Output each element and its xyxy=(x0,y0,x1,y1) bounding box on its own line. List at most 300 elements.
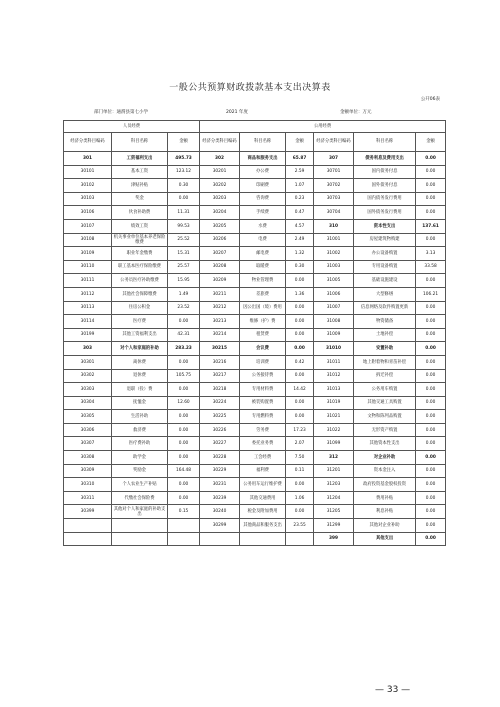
cell-code: 31022 xyxy=(314,423,354,437)
cell-name: 印刷费 xyxy=(240,179,286,193)
cell-code: 31010 xyxy=(314,342,354,356)
cell-name: 政府投资基金股权投资 xyxy=(354,478,416,492)
cell-amount: 0.00 xyxy=(168,383,200,397)
cell-code: 30226 xyxy=(200,423,240,437)
cell-amount: 0.00 xyxy=(416,206,446,220)
cell-name: 生活补助 xyxy=(112,410,168,424)
cell-amount: 283.23 xyxy=(168,342,200,356)
cell-name: 费用补贴 xyxy=(354,491,416,505)
cell-code: 30302 xyxy=(64,369,112,383)
cell-amount xyxy=(286,532,314,546)
cell-code: 30309 xyxy=(64,464,112,478)
table-id: 公开06表 xyxy=(420,97,440,102)
cell-code: 30107 xyxy=(64,219,112,233)
cell-code: 31021 xyxy=(314,410,354,424)
cell-code: 30311 xyxy=(64,491,112,505)
cell-code: 30306 xyxy=(64,423,112,437)
cell-name: 无形资产购置 xyxy=(354,423,416,437)
cell-amount: 0.00 xyxy=(416,410,446,424)
cell-code: 31011 xyxy=(314,355,354,369)
cell-code: 30305 xyxy=(64,410,112,424)
table-row xyxy=(64,423,446,437)
cell-name: 维修（护）费 xyxy=(240,315,286,329)
cell-code: 30208 xyxy=(200,260,240,274)
cell-amount: 23.55 xyxy=(286,519,314,533)
cell-amount: 0.00 xyxy=(416,355,446,369)
cell-amount: 0.00 xyxy=(168,192,200,206)
cell-name: 国内债务付息 xyxy=(354,165,416,179)
cell-amount: 0.00 xyxy=(416,165,446,179)
cell-name: 大型修缮 xyxy=(354,287,416,301)
table-row xyxy=(64,165,446,179)
table-row xyxy=(64,219,446,233)
cell-amount: 0.30 xyxy=(168,179,200,193)
table-row xyxy=(64,410,446,424)
table-row xyxy=(64,287,446,301)
cell-amount: 1.49 xyxy=(168,287,200,301)
cell-code: 30106 xyxy=(64,206,112,220)
page-title: 一般公共预算财政拨款基本支出决算表 xyxy=(169,83,331,93)
cell-name: 办公设备购置 xyxy=(354,247,416,261)
cell-amount: 0.23 xyxy=(286,192,314,206)
cell-code: 30108 xyxy=(64,233,112,247)
cell-amount: 14.42 xyxy=(286,383,314,397)
cell-code: 30114 xyxy=(64,315,112,329)
cell-name: 手续费 xyxy=(240,206,286,220)
cell-code: 31002 xyxy=(314,247,354,261)
table-row xyxy=(64,315,446,329)
cell-code: 30109 xyxy=(64,247,112,261)
cell-amount: 0.00 xyxy=(286,342,314,356)
col-code: 经济分类科目编码 xyxy=(314,133,354,152)
table-row xyxy=(64,437,446,451)
cell-name: 对企业补助 xyxy=(354,451,416,465)
table-row xyxy=(64,505,446,519)
col-amount: 金额 xyxy=(168,133,200,152)
cell-name: 文物和陈列品购置 xyxy=(354,410,416,424)
cell-name xyxy=(112,532,168,546)
cell-name: 其他对个人和家庭的补助支出 xyxy=(112,505,168,519)
cell-code: 30206 xyxy=(200,233,240,247)
cell-code: 30308 xyxy=(64,451,112,465)
cell-code: 30310 xyxy=(64,478,112,492)
cell-code: 31203 xyxy=(314,478,354,492)
cell-name: 基本工资 xyxy=(112,165,168,179)
cell-code: 31007 xyxy=(314,301,354,315)
cell-name: 商品和服务支出 xyxy=(240,152,286,166)
cell-code: 30227 xyxy=(200,437,240,451)
cell-amount: 0.00 xyxy=(416,315,446,329)
cell-name xyxy=(112,519,168,533)
cell-amount: 0.00 xyxy=(416,179,446,193)
cell-amount: 0.00 xyxy=(416,328,446,342)
cell-amount: 0.00 xyxy=(286,410,314,424)
cell-name: 国内债务发行费用 xyxy=(354,192,416,206)
cell-name: 资本性支出 xyxy=(354,219,416,233)
cell-amount: 99.53 xyxy=(168,219,200,233)
table-row xyxy=(64,260,446,274)
amount-unit-label: 金额单位：万元 xyxy=(340,110,372,115)
cell-amount: 0.00 xyxy=(416,192,446,206)
cell-name: 拆迁补偿 xyxy=(354,369,416,383)
cell-amount: 0.00 xyxy=(286,396,314,410)
cell-name: 咨询费 xyxy=(240,192,286,206)
cell-amount: 0.00 xyxy=(416,451,446,465)
table-row xyxy=(64,152,446,166)
cell-amount: 0.11 xyxy=(286,464,314,478)
cell-name: 电费 xyxy=(240,233,286,247)
cell-code: 31204 xyxy=(314,491,354,505)
cell-amount: 164.48 xyxy=(168,464,200,478)
cell-amount: 1.06 xyxy=(286,491,314,505)
cell-amount: 25.57 xyxy=(168,260,200,274)
cell-amount: 0.00 xyxy=(286,328,314,342)
cell-amount: 0.15 xyxy=(168,505,200,519)
cell-name: 地上附着物和青苗补偿 xyxy=(354,355,416,369)
col-amount: 金额 xyxy=(416,133,446,152)
cell-amount: 0.00 xyxy=(416,396,446,410)
table-row xyxy=(64,464,446,478)
cell-code: 30218 xyxy=(200,383,240,397)
col-name: 科目名称 xyxy=(240,133,286,152)
cell-code: 30101 xyxy=(64,165,112,179)
cell-code: 301 xyxy=(64,152,112,166)
cell-amount: 0.00 xyxy=(416,369,446,383)
cell-name: 物业管理费 xyxy=(240,274,286,288)
cell-name: 信息网络及软件购置更新 xyxy=(354,301,416,315)
cell-amount: 0.00 xyxy=(416,423,446,437)
cell-code: 30701 xyxy=(314,165,354,179)
cell-code: 30110 xyxy=(64,260,112,274)
table-row xyxy=(64,274,446,288)
cell-code xyxy=(64,532,112,546)
cell-amount: 4.57 xyxy=(286,219,314,233)
cell-code: 31299 xyxy=(314,519,354,533)
cell-amount: 3.13 xyxy=(416,247,446,261)
expenditure-table xyxy=(63,120,446,546)
cell-code: 30704 xyxy=(314,206,354,220)
table-row xyxy=(64,491,446,505)
column-header-row xyxy=(64,133,446,152)
cell-code: 30229 xyxy=(200,464,240,478)
cell-name: 津贴补贴 xyxy=(112,179,168,193)
cell-code: 30217 xyxy=(200,369,240,383)
table-row xyxy=(64,396,446,410)
cell-code: 30299 xyxy=(200,519,240,533)
cell-code: 31009 xyxy=(314,328,354,342)
cell-code: 30202 xyxy=(200,179,240,193)
cell-code: 30199 xyxy=(64,328,112,342)
cell-name: 个人农业生产补贴 xyxy=(112,478,168,492)
cell-name: 水费 xyxy=(240,219,286,233)
cell-code: 30213 xyxy=(200,315,240,329)
cell-name: 救济费 xyxy=(112,423,168,437)
cell-name: 职工基本医疗保险缴费 xyxy=(112,260,168,274)
cell-amount: 0.00 xyxy=(416,233,446,247)
table-row xyxy=(64,179,446,193)
cell-code: 399 xyxy=(314,532,354,546)
cell-code: 30103 xyxy=(64,192,112,206)
cell-code: 303 xyxy=(64,342,112,356)
cell-amount: 23.52 xyxy=(168,301,200,315)
cell-amount: 137.61 xyxy=(416,219,446,233)
cell-name: 对个人和家庭的补助 xyxy=(112,342,168,356)
cell-name: 其他资本性支出 xyxy=(354,437,416,451)
cell-code: 30224 xyxy=(200,396,240,410)
col-name: 科目名称 xyxy=(354,133,416,152)
table-row xyxy=(64,519,446,533)
cell-amount: 11.31 xyxy=(168,206,200,220)
cell-amount: 0.00 xyxy=(416,478,446,492)
cell-amount: 0.00 xyxy=(416,383,446,397)
cell-amount: 0.30 xyxy=(286,260,314,274)
cell-code: 30304 xyxy=(64,396,112,410)
cell-code: 30225 xyxy=(200,410,240,424)
cell-code: 30204 xyxy=(200,206,240,220)
group-public: 公用经费 xyxy=(200,121,446,133)
cell-code: 31201 xyxy=(314,464,354,478)
cell-code: 30307 xyxy=(64,437,112,451)
cell-name: 物资储备 xyxy=(354,315,416,329)
cell-code: 31001 xyxy=(314,233,354,247)
cell-code: 30702 xyxy=(314,179,354,193)
cell-name: 邮电费 xyxy=(240,247,286,261)
cell-amount: 7.50 xyxy=(286,451,314,465)
cell-name: 抚恤金 xyxy=(112,396,168,410)
cell-amount: 0.00 xyxy=(168,478,200,492)
col-code: 经济分类科目编码 xyxy=(200,133,240,152)
cell-amount: 0.00 xyxy=(286,315,314,329)
cell-amount: 0.00 xyxy=(168,491,200,505)
cell-code: 30112 xyxy=(64,287,112,301)
cell-code: 310 xyxy=(314,219,354,233)
cell-amount: 0.00 xyxy=(416,301,446,315)
table-row xyxy=(64,369,446,383)
cell-name: 公务用车购置 xyxy=(354,383,416,397)
cell-amount: 0.00 xyxy=(286,505,314,519)
table-row xyxy=(64,328,446,342)
cell-name: 利息补贴 xyxy=(354,505,416,519)
cell-code: 30214 xyxy=(200,328,240,342)
cell-name: 税金及附加费用 xyxy=(240,505,286,519)
table-row xyxy=(64,355,446,369)
cell-name: 代缴社会保险费 xyxy=(112,491,168,505)
cell-code: 31008 xyxy=(314,315,354,329)
cell-code: 31205 xyxy=(314,505,354,519)
cell-amount: 65.87 xyxy=(286,152,314,166)
cell-code: 31005 xyxy=(314,274,354,288)
page-number: — 33 — xyxy=(375,685,411,695)
table-row xyxy=(64,383,446,397)
group-header-row xyxy=(64,121,446,133)
cell-code: 31006 xyxy=(314,287,354,301)
cell-name: 奖励金 xyxy=(112,464,168,478)
cell-amount xyxy=(168,519,200,533)
cell-amount: 0.00 xyxy=(168,410,200,424)
cell-amount: 0.00 xyxy=(286,301,314,315)
cell-code: 31013 xyxy=(314,383,354,397)
cell-name: 其他交通费用 xyxy=(240,491,286,505)
cell-name: 其他对企业补助 xyxy=(354,519,416,533)
cell-amount: 0.00 xyxy=(416,491,446,505)
cell-code: 30228 xyxy=(200,451,240,465)
cell-amount: 0.00 xyxy=(168,355,200,369)
cell-amount: 17.23 xyxy=(286,423,314,437)
cell-name: 工资福利支出 xyxy=(112,152,168,166)
cell-code: 30207 xyxy=(200,247,240,261)
col-amount: 金额 xyxy=(286,133,314,152)
cell-amount: 0.00 xyxy=(416,464,446,478)
cell-name: 取暖费 xyxy=(240,260,286,274)
cell-code: 30231 xyxy=(200,478,240,492)
cell-amount: 0.00 xyxy=(416,532,446,546)
cell-name: 因公出国（境）费用 xyxy=(240,301,286,315)
cell-code: 31003 xyxy=(314,260,354,274)
cell-name: 债务利息及费用支出 xyxy=(354,152,416,166)
cell-amount xyxy=(168,532,200,546)
cell-amount: 42.31 xyxy=(168,328,200,342)
cell-amount: 0.00 xyxy=(286,478,314,492)
cell-code: 31012 xyxy=(314,369,354,383)
cell-amount: 33.58 xyxy=(416,260,446,274)
cell-name: 专用设备购置 xyxy=(354,260,416,274)
cell-name: 医疗费补助 xyxy=(112,437,168,451)
cell-amount: 1.32 xyxy=(286,247,314,261)
cell-name: 伙食补助费 xyxy=(112,206,168,220)
cell-name: 机关事业单位基本养老保险缴费 xyxy=(112,233,168,247)
cell-name: 福利费 xyxy=(240,464,286,478)
cell-name: 资本金注入 xyxy=(354,464,416,478)
cell-amount: 0.42 xyxy=(286,355,314,369)
cell-amount: 0.00 xyxy=(416,274,446,288)
cell-name: 绩效工资 xyxy=(112,219,168,233)
cell-code: 307 xyxy=(314,152,354,166)
cell-name xyxy=(240,532,286,546)
cell-amount: 0.00 xyxy=(286,369,314,383)
cell-code: 30215 xyxy=(200,342,240,356)
cell-amount: 12.60 xyxy=(168,396,200,410)
cell-code: 30303 xyxy=(64,383,112,397)
cell-name: 安置补助 xyxy=(354,342,416,356)
cell-name: 劳务费 xyxy=(240,423,286,437)
cell-code xyxy=(64,519,112,533)
cell-name: 国外债务发行费用 xyxy=(354,206,416,220)
cell-amount: 0.00 xyxy=(416,152,446,166)
cell-amount: 1.07 xyxy=(286,179,314,193)
cell-amount: 495.73 xyxy=(168,152,200,166)
cell-name: 基础设施建设 xyxy=(354,274,416,288)
cell-amount: 25.52 xyxy=(168,233,200,247)
cell-amount: 0.00 xyxy=(416,505,446,519)
cell-code: 30211 xyxy=(200,287,240,301)
cell-amount: 0.00 xyxy=(168,315,200,329)
cell-code: 30301 xyxy=(64,355,112,369)
cell-name: 离休费 xyxy=(112,355,168,369)
cell-code: 30203 xyxy=(200,192,240,206)
cell-amount: 15.31 xyxy=(168,247,200,261)
cell-name: 专用燃料费 xyxy=(240,410,286,424)
cell-amount: 0.00 xyxy=(168,451,200,465)
cell-name: 国外债务付息 xyxy=(354,179,416,193)
col-code: 经济分类科目编码 xyxy=(64,133,112,152)
cell-name: 其他工资福利支出 xyxy=(112,328,168,342)
cell-name: 公务员医疗补助缴费 xyxy=(112,274,168,288)
cell-code: 30205 xyxy=(200,219,240,233)
cell-code: 30209 xyxy=(200,274,240,288)
cell-code: 30102 xyxy=(64,179,112,193)
cell-code: 30239 xyxy=(200,491,240,505)
table-row xyxy=(64,342,446,356)
cell-name: 其他商品和服务支出 xyxy=(240,519,286,533)
cell-code: 30212 xyxy=(200,301,240,315)
cell-code: 30399 xyxy=(64,505,112,519)
cell-name: 办公费 xyxy=(240,165,286,179)
cell-name: 公务用车运行维护费 xyxy=(240,478,286,492)
table-row xyxy=(64,233,446,247)
cell-amount: 2.59 xyxy=(286,165,314,179)
table-row xyxy=(64,532,446,546)
col-name: 科目名称 xyxy=(112,133,168,152)
cell-name: 公务接待费 xyxy=(240,369,286,383)
table-row xyxy=(64,206,446,220)
unit-label: 部门单位：通渭县第七小学 xyxy=(94,110,148,115)
cell-amount: 0.00 xyxy=(168,423,200,437)
cell-name: 被装购置费 xyxy=(240,396,286,410)
cell-name: 租赁费 xyxy=(240,328,286,342)
cell-name: 退休费 xyxy=(112,369,168,383)
cell-name: 房屋建筑物购建 xyxy=(354,233,416,247)
cell-code: 31019 xyxy=(314,396,354,410)
cell-code: 30703 xyxy=(314,192,354,206)
cell-amount: 0.00 xyxy=(416,342,446,356)
cell-amount: 0.00 xyxy=(286,274,314,288)
cell-name: 差旅费 xyxy=(240,287,286,301)
cell-name: 工会经费 xyxy=(240,451,286,465)
cell-name: 医疗费 xyxy=(112,315,168,329)
table-row xyxy=(64,478,446,492)
cell-code: 30113 xyxy=(64,301,112,315)
cell-code: 31099 xyxy=(314,437,354,451)
cell-amount: 0.00 xyxy=(416,437,446,451)
cell-name: 职业年金缴费 xyxy=(112,247,168,261)
year-label: 2021 年度 xyxy=(226,110,248,115)
cell-name: 会议费 xyxy=(240,342,286,356)
cell-code: 312 xyxy=(314,451,354,465)
cell-amount: 123.12 xyxy=(168,165,200,179)
cell-name: 委托业务费 xyxy=(240,437,286,451)
cell-amount: 106.21 xyxy=(416,287,446,301)
cell-code xyxy=(200,532,240,546)
cell-name: 其他交通工具购置 xyxy=(354,396,416,410)
cell-code: 30201 xyxy=(200,165,240,179)
cell-name: 其他支出 xyxy=(354,532,416,546)
cell-name: 培训费 xyxy=(240,355,286,369)
cell-name: 专用材料费 xyxy=(240,383,286,397)
cell-amount: 2.49 xyxy=(286,233,314,247)
cell-code: 302 xyxy=(200,152,240,166)
cell-code: 30240 xyxy=(200,505,240,519)
cell-code: 30111 xyxy=(64,274,112,288)
cell-amount: 0.00 xyxy=(416,519,446,533)
cell-code: 30216 xyxy=(200,355,240,369)
group-personnel: 人员经费 xyxy=(64,121,200,133)
cell-name: 退职（役）费 xyxy=(112,383,168,397)
cell-amount: 1.36 xyxy=(286,287,314,301)
table-row xyxy=(64,247,446,261)
table-row xyxy=(64,451,446,465)
cell-amount: 0.47 xyxy=(286,206,314,220)
cell-name: 助学金 xyxy=(112,451,168,465)
